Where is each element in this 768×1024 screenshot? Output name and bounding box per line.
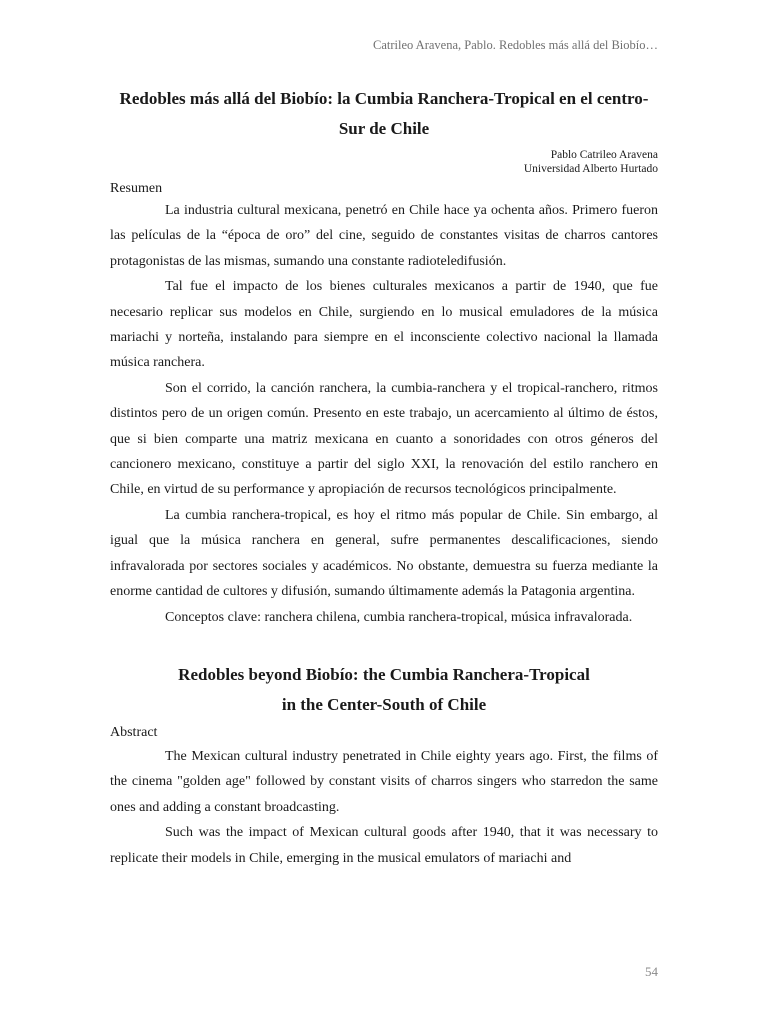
running-head: Catrileo Aravena, Pablo. Redobles más allá del Biobío… [372,38,658,52]
resumen-paragraph: Tal fue el impacto de los bienes culturales mexicanos a partir de 1940, que fue necesario replicar sus modelos en Chile, surgiendo en lo musical emuladores de la música mariachi y norteña, instalando para siempre en el inconsciente colectivo nacional la llamada música ranchera. [110,279,658,371]
author-affiliation: Universidad Alberto Hurtado [523,163,658,175]
abstract-paragraph: The Mexican cultural industry penetrated in Chile eighty years ago. First, the films of the cinema "golden age" followed by constant visits of charros singers who starredon the same ones and adding a constant broadcasting. [110,748,658,815]
article-body [110,84,658,871]
page-number: 54 [645,964,658,979]
resumen-label: Resumen [110,181,163,196]
english-title-line: in the Center-South of Chile [281,694,487,714]
resumen-paragraph: Son el corrido, la canción ranchera, la cumbia-ranchera y el tropical-ranchero, ritmos distintos pero de un origen común. Presento en este trabajo, un acercamiento al último de éstos, que si bien comparte una matriz mexicana en cuanto a sonoridades con otros géneros del cancionero mexicano, constituye a partir del siglo XXI, la renovación del estilo ranchero en Chile, en virtud de su performance y apropiación de recursos tecnológicos principalmente. [110,380,658,498]
keywords-paragraph: Conceptos clave: ranchera chilena, cumbia ranchera-tropical, música infravalorada. [165,609,633,625]
english-title-line: Redobles beyond Biobío: the Cumbia Ranchera-Tropical [178,664,590,684]
english-title [110,660,658,720]
article-title: Redobles más allá del Biobío: la Cumbia Ranchera-Tropical en el centro-Sur de Chile [119,89,649,138]
resumen-paragraph: La cumbia ranchera-tropical, es hoy el ritmo más popular de Chile. Sin embargo, al igual que la música ranchera en general, sufre permanentes descalificaciones, siendo infravalorada por sectores sociales y académicos. No obstante, demuestra su fuerza mediante la enorme cantidad de cultores y difusión, sumando últimamente además la Patagonia argentina. [110,507,658,600]
author-block [110,148,658,176]
abstract-paragraph: Such was the impact of Mexican cultural goods after 1940, that it was necessary to replicate their models in Chile, emerging in the musical emulators of mariachi and [110,825,658,866]
author-name: Pablo Catrileo Aravena [550,149,658,161]
abstract-label: Abstract [110,724,158,740]
resumen-paragraph: La industria cultural mexicana, penetró en Chile hace ya ochenta años. Primero fueron las películas de la “época de oro” del cine, seguido de constantes visitas de charros cantores protagonistas de las mismas, sumando una constante radioteledifusión. [110,203,658,269]
